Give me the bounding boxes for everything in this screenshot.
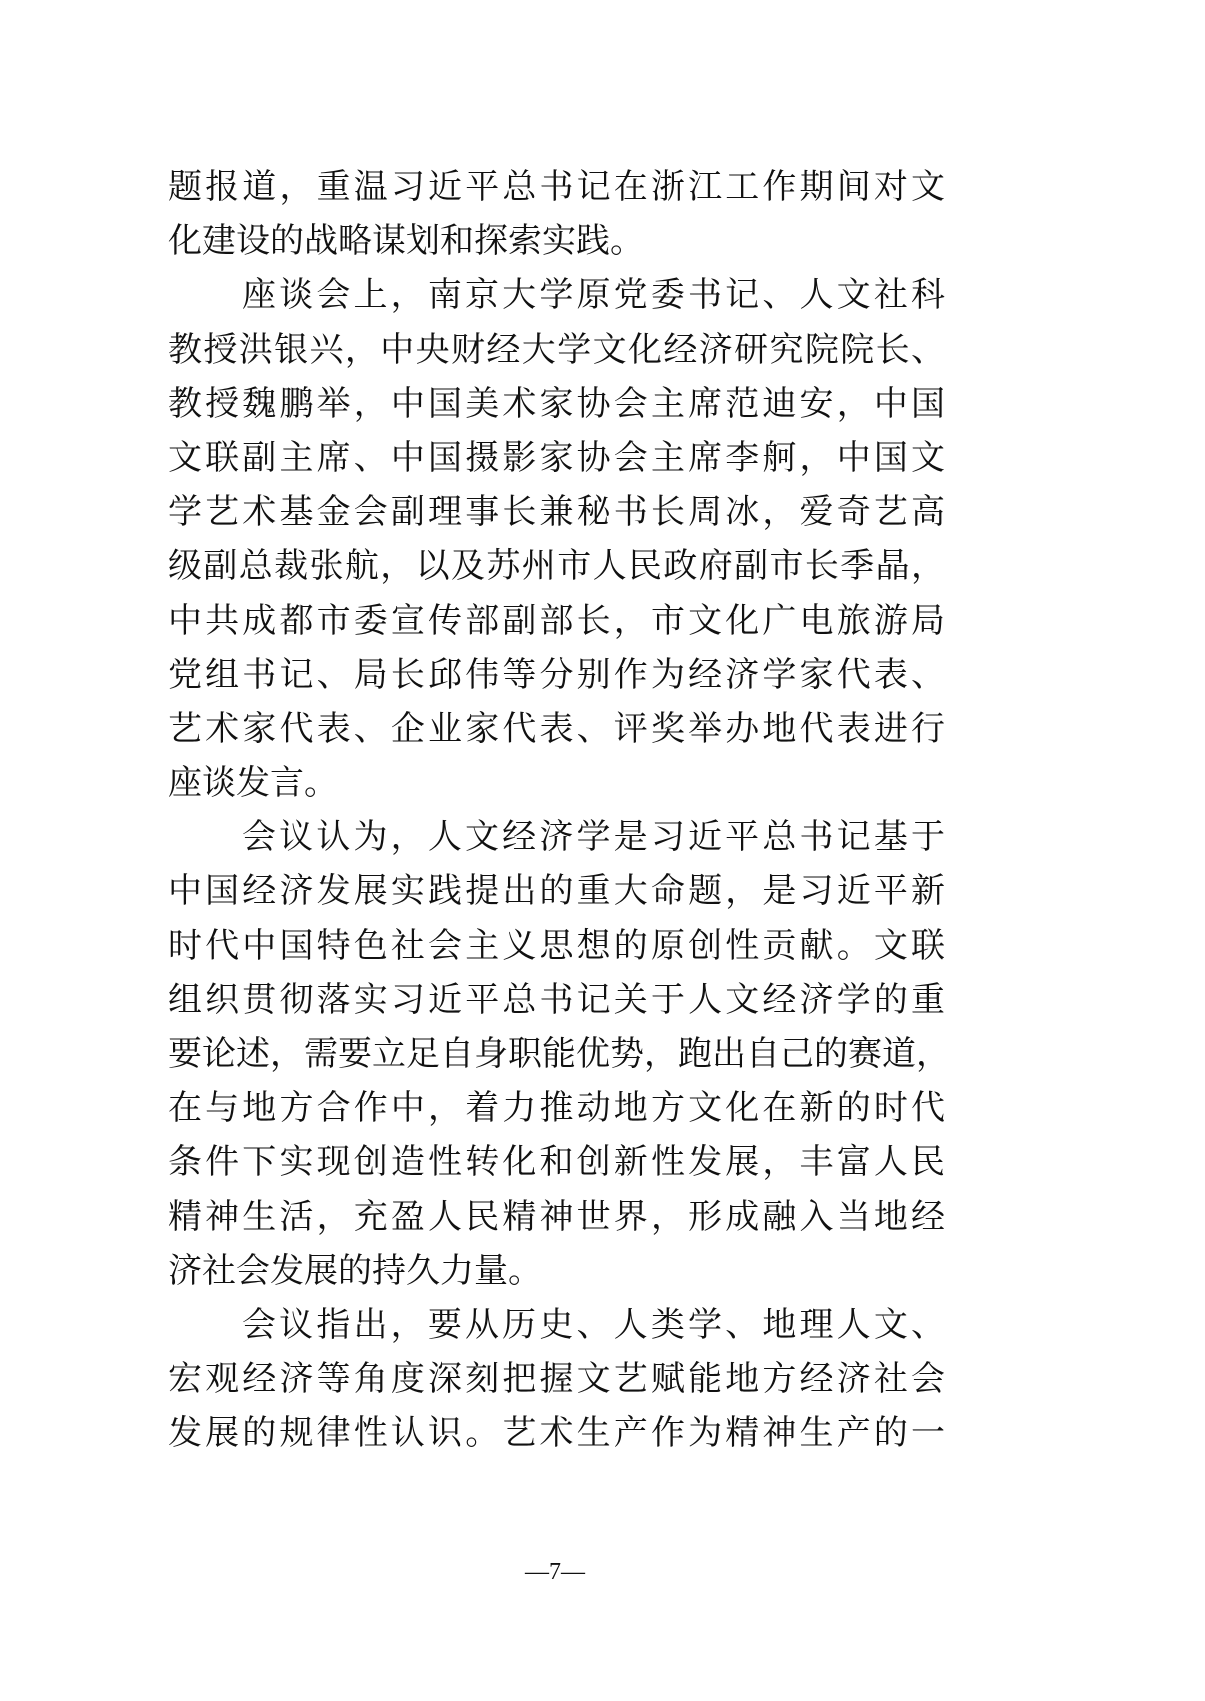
text-line: 座谈会上，南京大学原党委书记、人文社科: [242, 275, 945, 316]
text-line: 条件下实现创造性转化和创新性发展，丰富人民: [168, 1142, 945, 1183]
paragraph: [168, 810, 950, 1298]
document-body: [168, 160, 950, 1461]
text-line: 精神生活，充盈人民精神世界，形成融入当地经: [168, 1196, 945, 1237]
text-line: 要论述，需要立足自身职能优势，跑出自己的赛道，: [168, 1034, 950, 1074]
text-line: 会议指出，要从历史、人类学、地理人文、: [242, 1304, 945, 1345]
text-line: 中国经济发展实践提出的重大命题，是习近平新: [168, 871, 945, 912]
text-line: 级副总裁张航，以及苏州市人民政府副市长季晶，: [168, 546, 945, 587]
text-line: 发展的规律性认识。艺术生产作为精神生产的一: [168, 1413, 945, 1454]
text-line: 学艺术基金会副理事长兼秘书长周冰，爱奇艺高: [168, 492, 945, 533]
text-line: 教授洪银兴，中央财经大学文化经济研究院院长、: [168, 329, 945, 370]
paragraph: [168, 160, 945, 268]
text-line: 中共成都市委宣传部副部长，市文化广电旅游局: [168, 600, 945, 641]
paragraph: [168, 268, 945, 810]
paragraph: [168, 1298, 945, 1461]
page-number: —7—: [525, 1559, 585, 1585]
text-line: 艺术家代表、企业家代表、评奖举办地代表进行: [168, 708, 945, 749]
text-line: 济社会发展的持久力量。: [168, 1250, 542, 1291]
text-line: 时代中国特色社会主义思想的原创性贡献。文联: [168, 925, 945, 966]
text-line: 教授魏鹏举，中国美术家协会主席范迪安，中国: [168, 383, 945, 424]
text-line: 组织贯彻落实习近平总书记关于人文经济学的重: [168, 979, 945, 1020]
text-line: 在与地方合作中，着力推动地方文化在新的时代: [168, 1088, 945, 1129]
text-line: 会议认为，人文经济学是习近平总书记基于: [242, 817, 945, 858]
text-line: 党组书记、局长邱伟等分别作为经济学家代表、: [168, 654, 945, 695]
text-line: 宏观经济等角度深刻把握文艺赋能地方经济社会: [168, 1359, 945, 1400]
text-line: 化建设的战略谋划和探索实践。: [168, 221, 644, 262]
text-line: 文联副主席、中国摄影家协会主席李舸，中国文: [168, 437, 945, 478]
text-line: 座谈发言。: [168, 763, 338, 804]
text-line: 题报道，重温习近平总书记在浙江工作期间对文: [168, 167, 945, 207]
